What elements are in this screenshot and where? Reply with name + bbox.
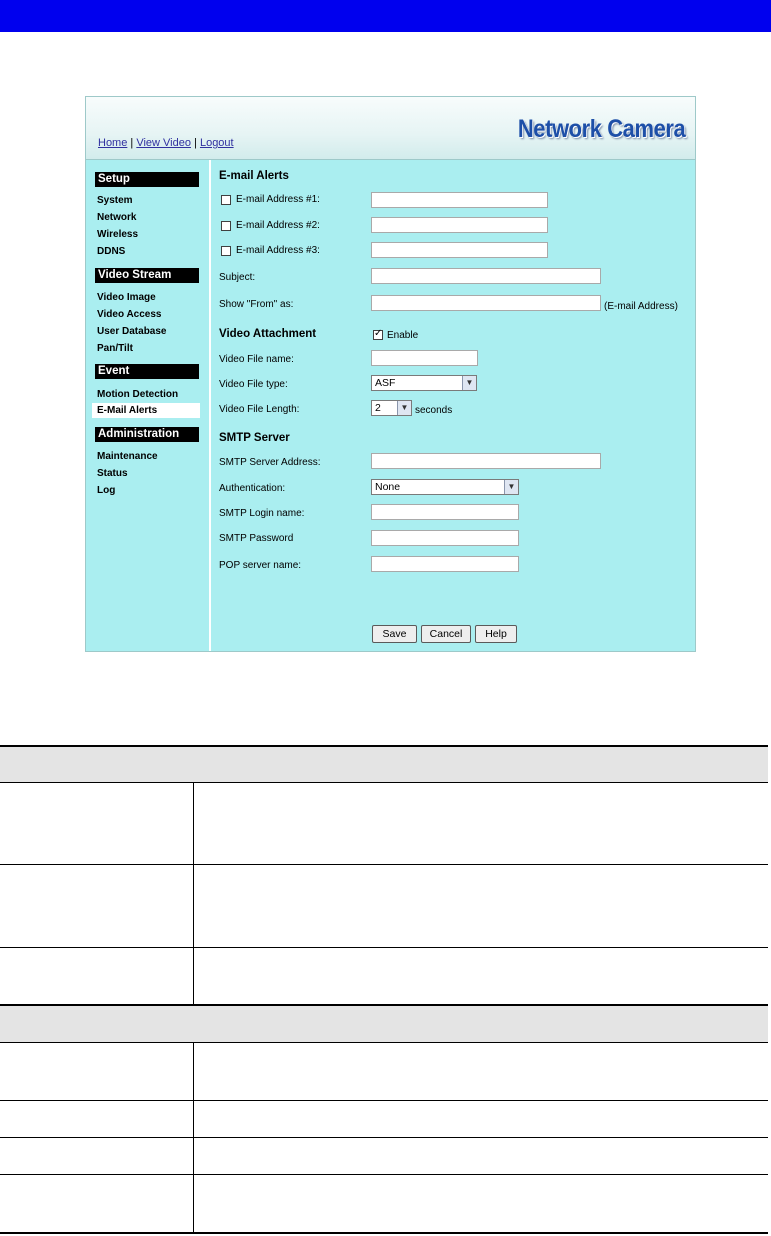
table-section-header [0, 747, 768, 783]
sidebar-item-ddns[interactable]: DDNS [97, 246, 126, 257]
smtp-password-input[interactable] [371, 530, 519, 546]
email-address-2-input[interactable] [371, 217, 548, 233]
smtp-server-heading: SMTP Server [219, 432, 290, 444]
sidebar [86, 160, 211, 652]
camera-settings-screenshot [85, 96, 696, 652]
email-address-1-input[interactable] [371, 192, 548, 208]
sidebar-item-maintenance[interactable]: Maintenance [97, 451, 158, 462]
top-color-bar [0, 0, 771, 32]
email-address-note: (E-mail Address) [604, 301, 678, 312]
sidebar-item-pan-tilt[interactable]: Pan/Tilt [97, 343, 133, 354]
video-attachment-enable-checkbox[interactable] [373, 330, 383, 340]
logout-link[interactable]: Logout [199, 137, 234, 149]
table-row [0, 865, 768, 948]
video-file-length-select[interactable] [371, 400, 412, 416]
table-section-header [0, 1006, 768, 1043]
sidebar-section-administration: Administration [95, 427, 199, 442]
video-file-name-input[interactable] [371, 350, 478, 366]
pop-server-name-input[interactable] [371, 556, 519, 572]
home-link[interactable]: Home [98, 137, 128, 149]
sidebar-item-wireless[interactable]: Wireless [97, 229, 139, 240]
sidebar-section-event: Event [95, 364, 199, 379]
video-file-length-label: Video File Length: [219, 404, 300, 415]
settings-form [211, 160, 695, 652]
email-address-1-checkbox[interactable] [221, 195, 231, 205]
save-button[interactable]: Save [372, 625, 417, 643]
show-from-label: Show "From" as: [219, 299, 294, 310]
help-button[interactable]: Help [475, 625, 517, 643]
sidebar-item-system[interactable]: System [97, 195, 133, 206]
video-file-type-value: ASF [375, 377, 396, 389]
chevron-down-icon[interactable]: ▼ [462, 376, 476, 390]
sidebar-item-motion-detection[interactable]: Motion Detection [97, 389, 179, 400]
table-row [0, 1101, 768, 1138]
pop-server-name-label: POP server name: [219, 560, 302, 571]
subject-label: Subject: [219, 272, 256, 283]
video-file-length-value: 2 [375, 402, 381, 414]
show-from-input[interactable] [371, 295, 601, 311]
sidebar-section-video-stream: Video Stream [95, 268, 199, 283]
email-address-3-label: E-mail Address #3: [236, 245, 320, 256]
authentication-label: Authentication: [219, 483, 286, 494]
sidebar-item-user-database[interactable]: User Database [97, 326, 167, 337]
table-column-divider [193, 1043, 194, 1234]
authentication-select[interactable] [371, 479, 519, 495]
network-camera-logo: Network Camera [517, 115, 685, 143]
authentication-value: None [375, 481, 401, 493]
email-address-1-label: E-mail Address #1: [236, 194, 320, 205]
email-address-3-input[interactable] [371, 242, 548, 258]
table-row [0, 1138, 768, 1175]
table-column-divider [193, 783, 194, 1004]
smtp-server-address-label: SMTP Server Address: [219, 457, 321, 468]
page-header [86, 97, 695, 160]
smtp-login-name-label: SMTP Login name: [219, 508, 305, 519]
table-row [0, 948, 768, 1004]
cancel-button[interactable]: Cancel [421, 625, 471, 643]
chevron-down-icon[interactable]: ▼ [504, 480, 518, 494]
sidebar-item-log[interactable]: Log [97, 485, 116, 496]
sidebar-item-video-access[interactable]: Video Access [97, 309, 162, 320]
video-file-name-label: Video File name: [219, 354, 294, 365]
email-address-2-label: E-mail Address #2: [236, 220, 320, 231]
view-video-link[interactable]: View Video [136, 137, 191, 149]
sidebar-item-email-alerts[interactable]: E-Mail Alerts [92, 403, 200, 418]
sidebar-section-setup: Setup [95, 172, 199, 187]
smtp-login-name-input[interactable] [371, 504, 519, 520]
video-file-type-select[interactable] [371, 375, 477, 391]
email-address-2-checkbox[interactable] [221, 221, 231, 231]
smtp-password-label: SMTP Password [219, 533, 294, 544]
video-attachment-heading: Video Attachment [219, 328, 317, 340]
video-file-type-label: Video File type: [219, 379, 288, 390]
nav-separator: | [190, 137, 200, 149]
sidebar-item-status[interactable]: Status [97, 468, 128, 479]
chevron-down-icon[interactable]: ▼ [397, 401, 411, 415]
sidebar-item-video-image[interactable]: Video Image [97, 292, 156, 303]
table-row [0, 783, 768, 865]
header-nav [98, 137, 234, 149]
nav-separator: | [127, 137, 137, 149]
subject-input[interactable] [371, 268, 601, 284]
email-alerts-heading: E-mail Alerts [219, 170, 289, 182]
table-row [0, 1175, 768, 1234]
table-row [0, 1043, 768, 1101]
seconds-label: seconds [415, 405, 453, 416]
email-address-3-checkbox[interactable] [221, 246, 231, 256]
smtp-server-address-input[interactable] [371, 453, 601, 469]
sidebar-item-network[interactable]: Network [97, 212, 137, 223]
video-attachment-enable-label: Enable [387, 330, 419, 341]
